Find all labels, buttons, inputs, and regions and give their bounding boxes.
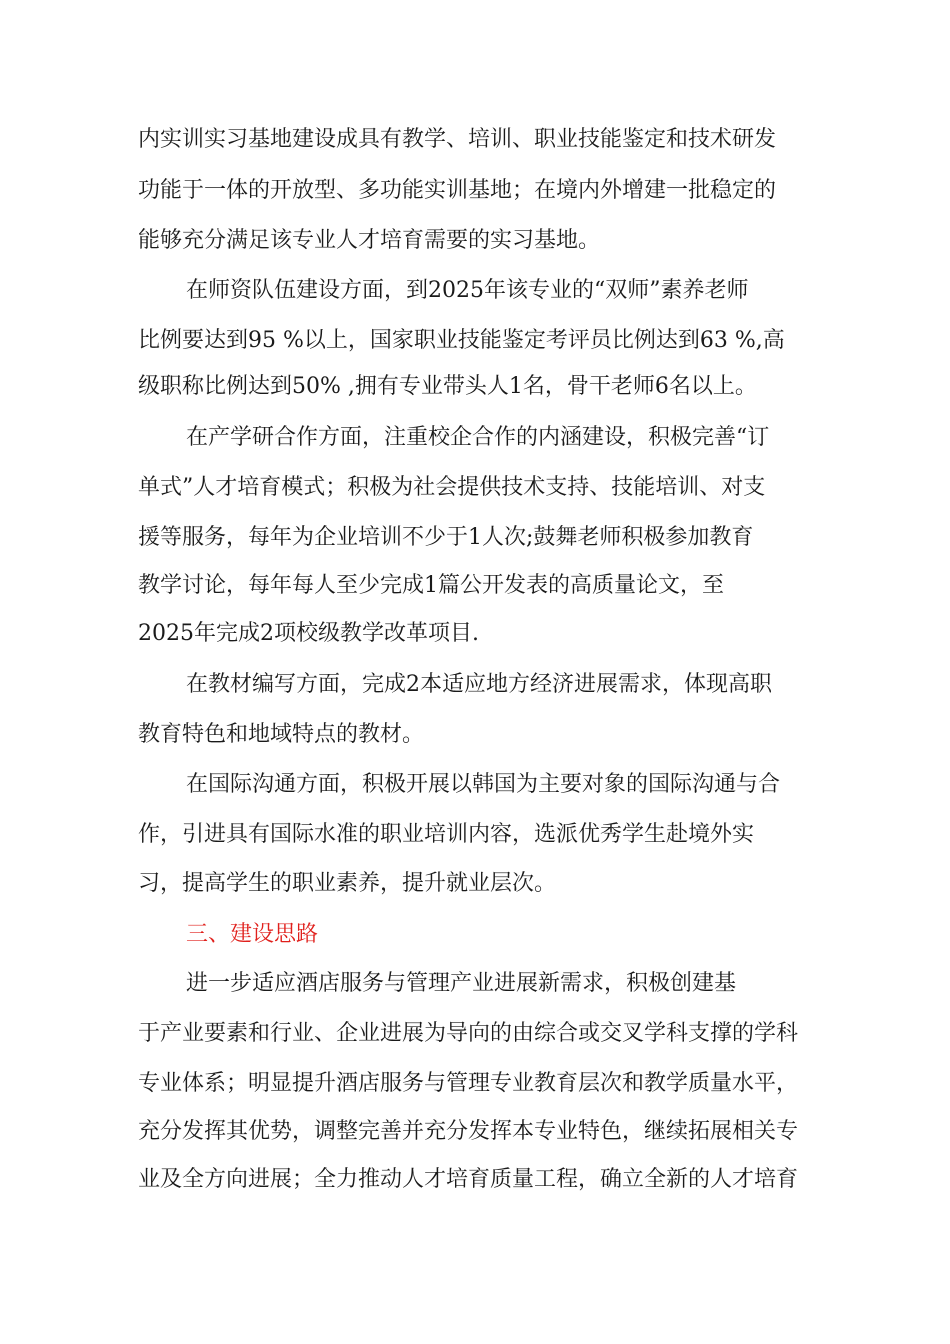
text-line: 单式”人才培育模式；积极为社会提供技术支持、技能培训、对支: [138, 475, 766, 500]
text-line: 级职称比例达到50% ,拥有专业带头人1名，骨干老师6名以上。: [138, 374, 757, 399]
text-line: 教学讨论，每年每人至少完成1篇公开发表的高质量论文，至: [138, 573, 724, 598]
paragraph-start-line: 在教材编写方面，完成2本适应地方经济进展需求，体现高职: [186, 672, 772, 697]
text-line: 于产业要素和行业、企业进展为导向的由综合或交叉学科支撑的学科: [138, 1021, 799, 1046]
text-line: 习，提高学生的职业素养，提升就业层次。: [138, 871, 557, 896]
text-line: 教育特色和地域特点的教材。: [138, 722, 425, 747]
text-line: 能够充分满足该专业人才培育需要的实习基地。: [138, 228, 601, 253]
text-line: 内实训实习基地建设成具有教学、培训、职业技能鉴定和技术研发: [138, 127, 777, 152]
text-line: 2025年完成2项校级教学改革项目.: [138, 621, 479, 646]
text-line: 充分发挥其优势，调整完善并充分发挥本专业特色，继续拓展相关专: [138, 1119, 799, 1144]
text-line: 作，引进具有国际水准的职业培训内容，选派优秀学生赴境外实: [138, 822, 755, 847]
paragraph-start-line: 进一步适应酒店服务与管理产业进展新需求，积极创建基: [186, 971, 737, 996]
text-line: 比例要达到95 %以上，国家职业技能鉴定考评员比例达到63 %,高: [138, 328, 785, 353]
text-line: 援等服务，每年为企业培训不少于1人次;鼓舞老师积极参加教育: [138, 525, 754, 550]
paragraph-start-line: 在国际沟通方面，积极开展以韩国为主要对象的国际沟通与合: [186, 772, 781, 797]
text-line: 专业体系；明显提升酒店服务与管理专业教育层次和教学质量水平，: [138, 1071, 799, 1096]
text-line: 功能于一体的开放型、多功能实训基地；在境内外增建一批稳定的: [138, 178, 777, 203]
text-line: 业及全方向进展；全力推动人才培育质量工程，确立全新的人才培育: [138, 1167, 799, 1192]
section-heading: 三、建设思路: [186, 922, 319, 947]
paragraph-start-line: 在师资队伍建设方面，到2025年该专业的“双师”素养老师: [186, 278, 749, 303]
paragraph-start-line: 在产学研合作方面，注重校企合作的内涵建设，积极完善“订: [186, 425, 770, 450]
